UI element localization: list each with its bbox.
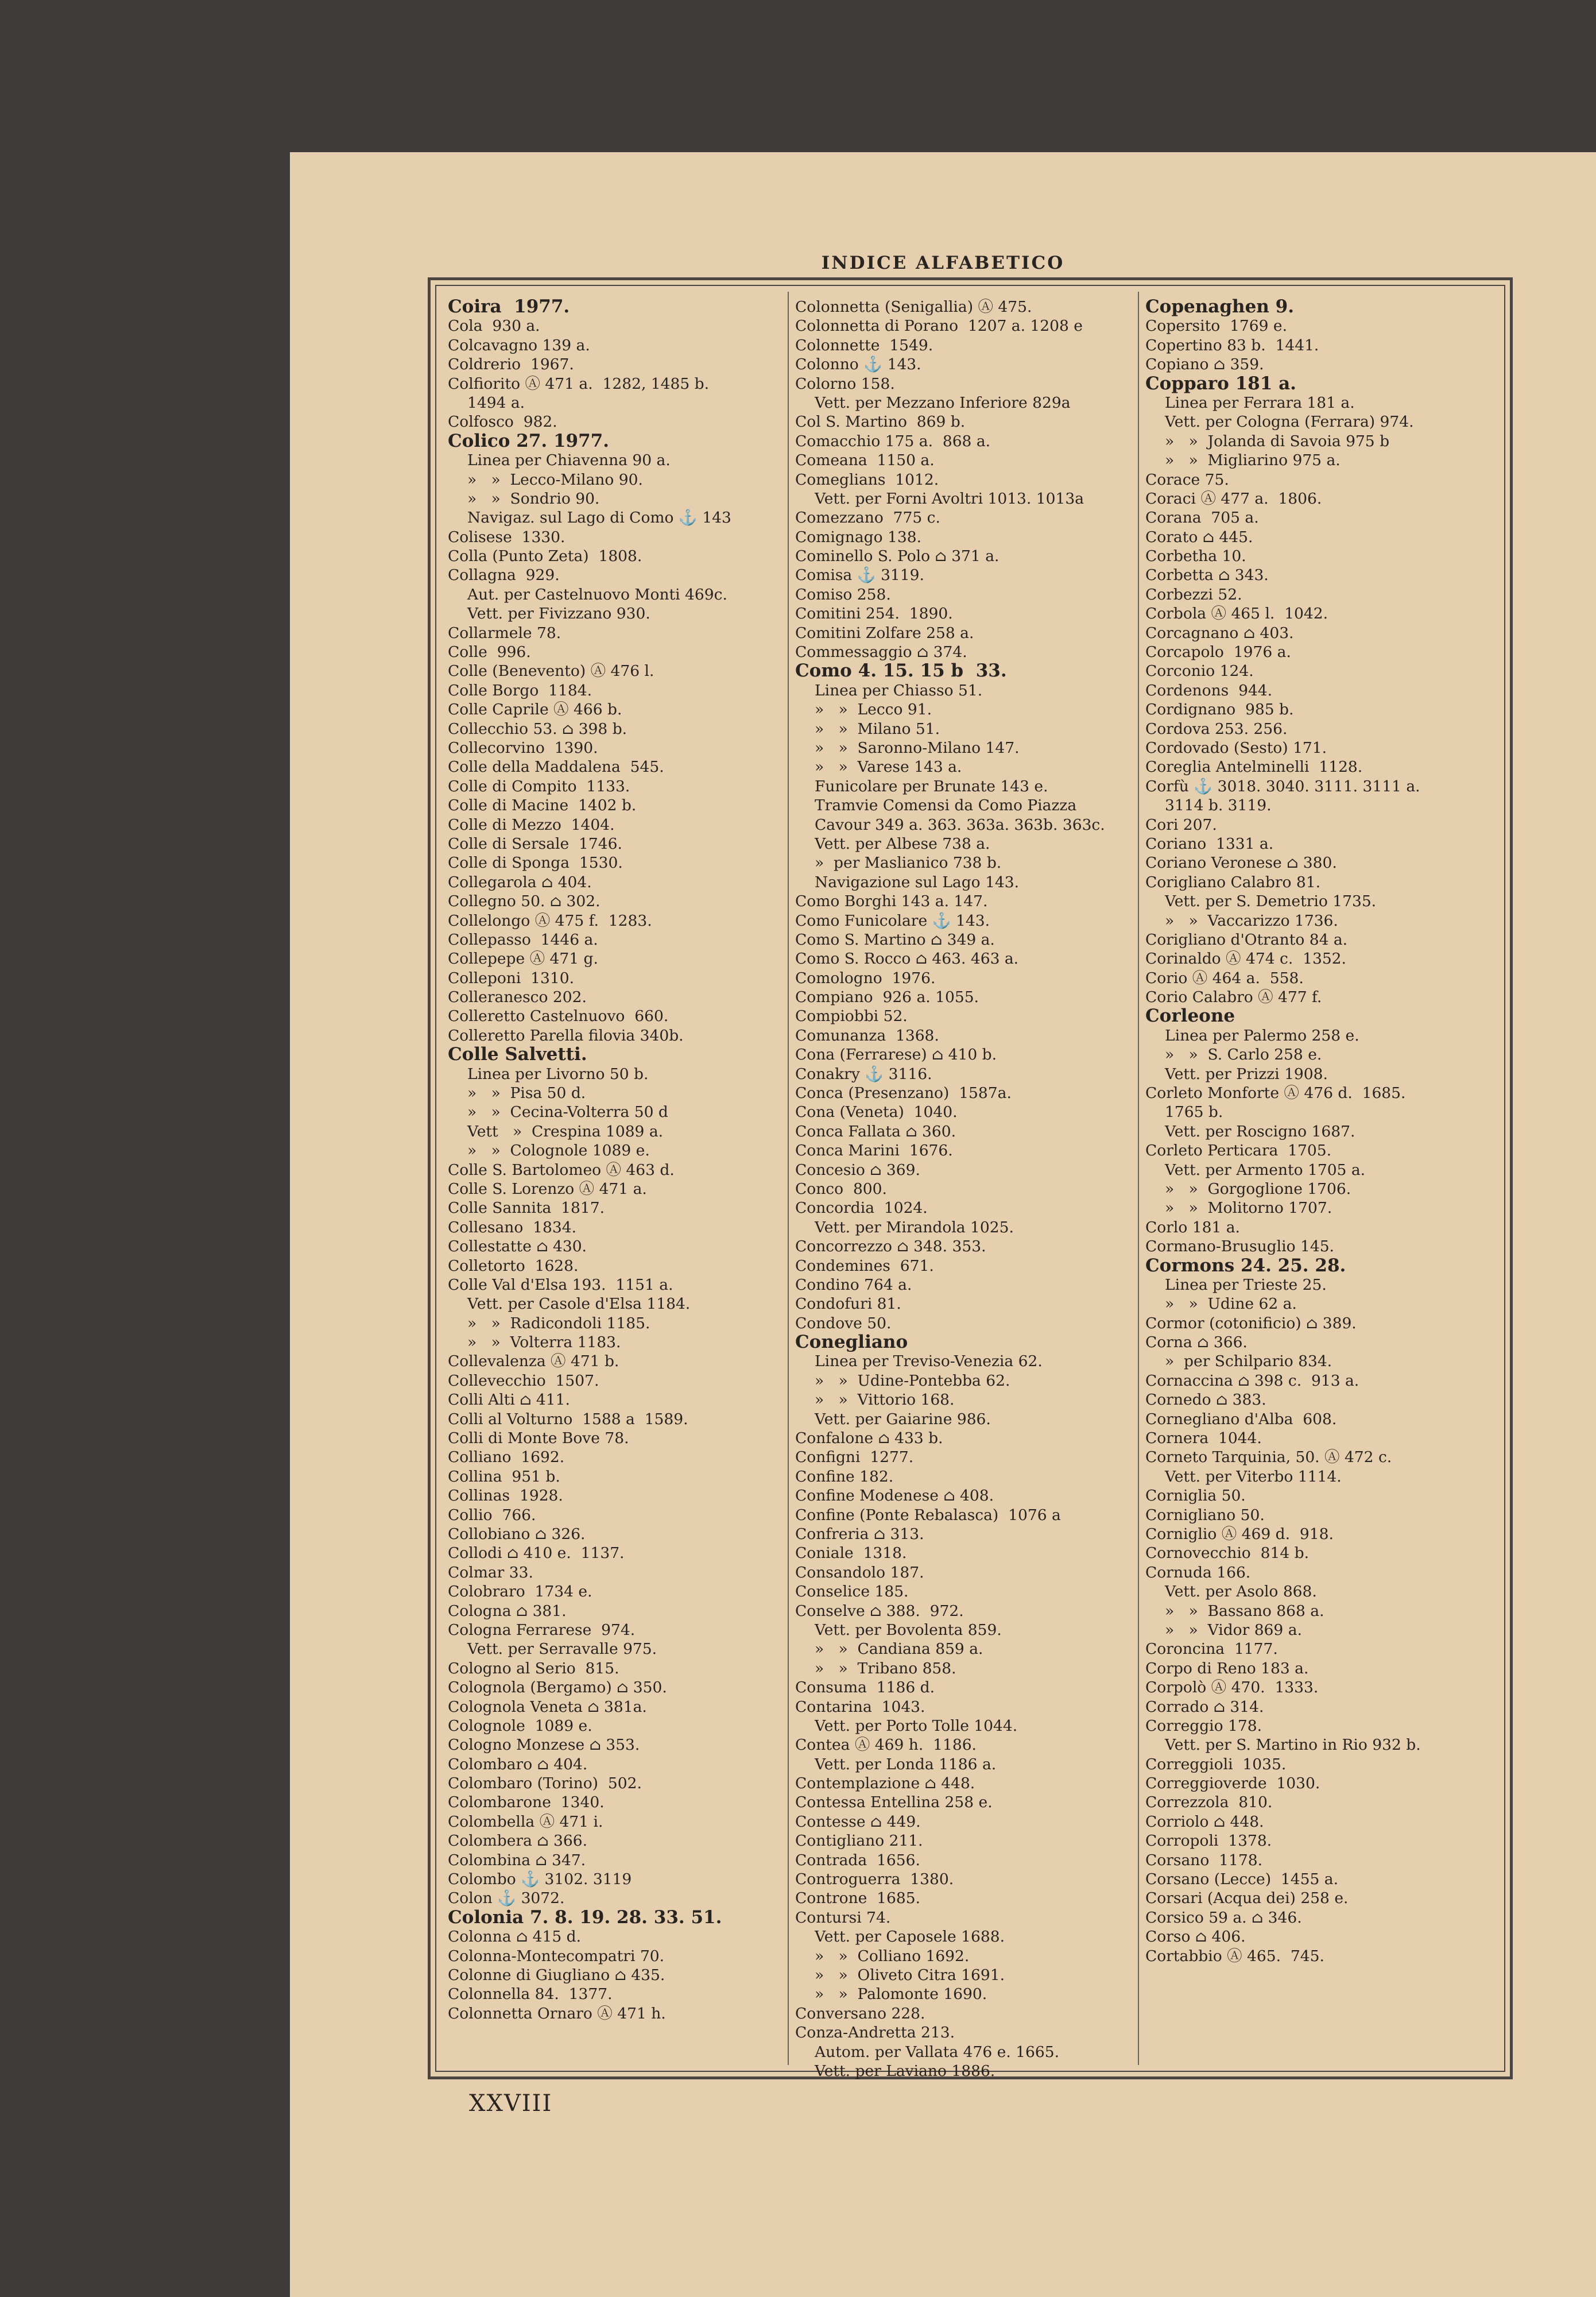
index-entry: Corfù ⚓ 3018. 3040. 3111. 3111 a. <box>1145 777 1420 795</box>
index-entry: Corsico 59 a. ⌂ 346. <box>1145 1908 1302 1927</box>
index-entry: Colle Borgo 1184. <box>448 681 592 699</box>
index-entry: Cori 207. <box>1145 815 1217 834</box>
index-entry: Corconio 124. <box>1145 662 1254 680</box>
index-entry: Como Funicolare ⚓ 143. <box>795 911 990 930</box>
index-entry: Collodi ⌂ 410 e. 1137. <box>448 1544 625 1563</box>
index-entry: Correggioverde 1030. <box>1145 1774 1320 1793</box>
index-entry: Colonnella 84. 1377. <box>448 1985 613 2004</box>
index-entry: Linea per Livorno 50 b. <box>467 1065 649 1083</box>
index-entry: Colisese 1330. <box>448 528 565 546</box>
index-entry: Colombina ⌂ 347. <box>448 1851 586 1869</box>
index-entry: Concesio ⌂ 369. <box>795 1161 920 1179</box>
index-entry: Cologno Monzese ⌂ 353. <box>448 1736 640 1754</box>
index-entry: Comologno 1976. <box>795 969 936 987</box>
index-entry: Vett. per Gaiarine 986. <box>815 1410 991 1428</box>
page-header: INDICE ALFABETICO <box>821 253 1065 273</box>
index-entry: Corpolò Ⓐ 470. 1333. <box>1145 1679 1319 1697</box>
index-entry: Controguerra 1380. <box>795 1870 954 1889</box>
index-entry: » » Vidor 869 a. <box>1165 1621 1302 1639</box>
index-entry: Contemplazione ⌂ 448. <box>795 1774 975 1793</box>
index-entry: » » Palomonte 1690. <box>815 1985 987 2004</box>
index-entry: Correzzola 810. <box>1145 1793 1273 1812</box>
index-entry: Comisa ⚓ 3119. <box>795 566 924 585</box>
index-entry: Colli al Volturno 1588 a 1589. <box>448 1410 688 1428</box>
index-entry: Colfosco 982. <box>448 413 557 431</box>
index-entry: Colognole 1089 e. <box>448 1716 592 1735</box>
index-entry: Correggioli 1035. <box>1145 1755 1287 1773</box>
index-entry: Como S. Rocco ⌂ 463. 463 a. <box>795 950 1019 968</box>
index-entry: Cornedo ⌂ 383. <box>1145 1391 1266 1409</box>
index-entry: Coroncina 1177. <box>1145 1640 1278 1658</box>
index-entry: Conco 800. <box>795 1180 887 1198</box>
index-entry: Corsari (Acqua dei) 258 e. <box>1145 1889 1349 1908</box>
index-entry: » » Bassano 868 a. <box>1165 1602 1324 1620</box>
index-entry: Vett. per Porto Tolle 1044. <box>815 1716 1018 1735</box>
index-entry: Cologna ⌂ 381. <box>448 1602 567 1620</box>
index-entry: » » S. Carlo 258 e. <box>1165 1046 1322 1064</box>
index-entry: Cola 930 a. <box>448 317 540 335</box>
index-entry: Collepasso 1446 a. <box>448 930 598 949</box>
index-entry: Colle S. Bartolomeo Ⓐ 463 d. <box>448 1161 675 1179</box>
index-entry: » per Maslianico 738 b. <box>815 854 1002 872</box>
index-entry: Linea per Chiavenna 90 a. <box>467 451 671 470</box>
index-entry: Consandolo 187. <box>795 1563 924 1581</box>
index-entry: Colle di Mezzo 1404. <box>448 815 615 834</box>
index-entry: Collegno 50. ⌂ 302. <box>448 892 601 911</box>
index-entry: Collecchio 53. ⌂ 398 b. <box>448 720 627 738</box>
index-heading: Copparo 181 a. <box>1145 373 1296 394</box>
index-entry: Cornegliano d'Alba 608. <box>1145 1410 1337 1428</box>
index-entry: 1494 a. <box>467 393 525 412</box>
index-entry: Como Borghi 143 a. 147. <box>795 892 988 911</box>
index-heading: Como 4. 15. 15 b 33. <box>795 660 1007 682</box>
index-entry: Corniglio Ⓐ 469 d. 918. <box>1145 1525 1334 1543</box>
index-column-2 <box>795 297 1134 2080</box>
index-entry: Cavour 349 a. 363. 363a. 363b. 363c. <box>815 815 1105 834</box>
index-entry: Vett. per Asolo 868. <box>1165 1583 1317 1601</box>
index-entry: Confalone ⌂ 433 b. <box>795 1429 943 1448</box>
index-entry: Vett. per Forni Avoltri 1013. 1013a <box>815 489 1084 508</box>
index-entry: Comeana 1150 a. <box>795 451 935 470</box>
scanned-page <box>290 152 1596 2297</box>
index-entry: Confreria ⌂ 313. <box>795 1525 924 1543</box>
index-entry: Conca Fallata ⌂ 360. <box>795 1122 956 1140</box>
index-entry: Comezzano 775 c. <box>795 509 940 527</box>
index-entry: Colliano 1692. <box>448 1448 565 1467</box>
index-entry: Corbetha 10. <box>1145 547 1246 566</box>
index-entry: Colombo ⚓ 3102. 3119 <box>448 1870 632 1889</box>
index-entry: Collina 951 b. <box>448 1467 560 1486</box>
index-entry: » » Molitorno 1707. <box>1165 1199 1332 1217</box>
index-entry: » » Lecco-Milano 90. <box>467 470 643 489</box>
index-entry: Colleranesco 202. <box>448 988 587 1007</box>
index-entry: Cornera 1044. <box>1145 1429 1262 1448</box>
index-heading: Colle Salvetti. <box>448 1044 587 1065</box>
index-entry: Corana 705 a. <box>1145 509 1259 527</box>
index-entry: Navigaz. sul Lago di Como ⚓ 143 <box>467 509 731 527</box>
index-entry: Vett. per Casole d'Elsa 1184. <box>467 1295 691 1313</box>
page-number: XXVIII <box>469 2090 553 2117</box>
index-entry: Contursi 74. <box>795 1908 891 1927</box>
index-heading: Colonia 7. 8. 19. 28. 33. 51. <box>448 1907 722 1928</box>
index-entry: Corio Calabro Ⓐ 477 f. <box>1145 988 1322 1007</box>
index-heading: Coira 1977. <box>448 296 570 317</box>
index-entry: Contigliano 211. <box>795 1832 923 1850</box>
index-entry: Colmar 33. <box>448 1563 533 1581</box>
index-entry: Collagna 929. <box>448 566 560 585</box>
index-entry: Corleto Perticara 1705. <box>1145 1142 1332 1160</box>
index-entry: Corpo di Reno 183 a. <box>1145 1659 1309 1677</box>
index-entry: » » Tribano 858. <box>815 1659 956 1677</box>
index-entry: Cornigliano 50. <box>1145 1506 1265 1524</box>
index-entry: Colle di Sponga 1530. <box>448 854 623 872</box>
index-column-1 <box>448 297 784 2065</box>
index-entry: Navigazione sul Lago 143. <box>815 873 1020 891</box>
index-entry: Comiso 258. <box>795 585 891 604</box>
index-entry: Vett. per Roscigno 1687. <box>1165 1122 1355 1140</box>
index-entry: Configni 1277. <box>795 1448 914 1467</box>
index-entry: Vett. per Cologna (Ferrara) 974. <box>1165 413 1414 431</box>
index-entry: Colle Val d'Elsa 193. 1151 a. <box>448 1275 673 1294</box>
index-entry: Corna ⌂ 366. <box>1145 1333 1248 1352</box>
index-entry: Corace 75. <box>1145 470 1229 489</box>
index-entry: » » Vaccarizzo 1736. <box>1165 911 1338 930</box>
index-entry: Colli Alti ⌂ 411. <box>448 1391 570 1409</box>
index-entry: 1765 b. <box>1165 1103 1223 1122</box>
index-entry: Conza-Andretta 213. <box>795 2024 955 2042</box>
index-entry: Collecorvino 1390. <box>448 738 598 757</box>
index-entry: Coriano Veronese ⌂ 380. <box>1145 854 1337 872</box>
index-entry: Contessa Entellina 258 e. <box>795 1793 993 1812</box>
index-entry: » » Colognole 1089 e. <box>467 1142 650 1160</box>
index-entry: Comacchio 175 a. 868 a. <box>795 432 991 450</box>
index-entry: Como S. Martino ⌂ 349 a. <box>795 930 995 949</box>
index-entry: Vett. per Fivizzano 930. <box>467 605 650 623</box>
index-entry: Corato ⌂ 445. <box>1145 528 1253 546</box>
index-entry: Compiobbi 52. <box>795 1007 908 1026</box>
index-entry: Colleretto Castelnuovo 660. <box>448 1007 669 1026</box>
index-entry: Comitini Zolfare 258 a. <box>795 624 974 642</box>
index-entry: Cona (Veneta) 1040. <box>795 1103 958 1122</box>
index-entry: Collinas 1928. <box>448 1487 563 1505</box>
index-entry: Vett. per Mezzano Inferiore 829a <box>815 393 1071 412</box>
index-entry: Colle 996. <box>448 643 531 662</box>
index-entry: Colonna-Montecompatri 70. <box>448 1947 665 1965</box>
index-entry: » » Udine 62 a. <box>1165 1295 1297 1313</box>
index-entry: Colli di Monte Bove 78. <box>448 1429 629 1448</box>
index-entry: Colle di Macine 1402 b. <box>448 796 637 815</box>
index-entry: Linea per Chiasso 51. <box>815 681 983 699</box>
index-entry: Corinaldo Ⓐ 474 c. 1352. <box>1145 950 1346 968</box>
index-entry: Vett. per S. Martino in Rio 932 b. <box>1165 1736 1421 1754</box>
index-entry: Collevalenza Ⓐ 471 b. <box>448 1352 619 1371</box>
index-entry: Cortabbio Ⓐ 465. 745. <box>1145 1947 1324 1965</box>
index-entry: Colonne di Giugliano ⌂ 435. <box>448 1966 665 1984</box>
index-entry: Confine 182. <box>795 1467 894 1486</box>
index-entry: Collestatte ⌂ 430. <box>448 1238 587 1256</box>
index-entry: Cordovado (Sesto) 171. <box>1145 738 1327 757</box>
index-entry: Collevecchio 1507. <box>448 1371 599 1390</box>
index-entry: Cornovecchio 814 b. <box>1145 1544 1309 1563</box>
index-entry: Vett. per Albese 738 a. <box>815 834 990 853</box>
index-entry: Autom. per Vallata 476 e. 1665. <box>815 2043 1060 2061</box>
index-entry: Compiano 926 a. 1055. <box>795 988 979 1007</box>
index-entry: Colle Caprile Ⓐ 466 b. <box>448 701 622 719</box>
index-entry: Colombera ⌂ 366. <box>448 1832 587 1850</box>
index-entry: » » Lecco 91. <box>815 701 932 719</box>
index-entry: Corbetta ⌂ 343. <box>1145 566 1269 585</box>
index-entry: Colon ⚓ 3072. <box>448 1889 565 1908</box>
index-entry: Condino 764 a. <box>795 1275 912 1294</box>
index-entry: Confine (Ponte Rebalasca) 1076 a <box>795 1506 1061 1524</box>
index-entry: Colonna ⌂ 415 d. <box>448 1928 582 1946</box>
index-heading: Copenaghen 9. <box>1145 296 1295 317</box>
index-heading: Cormons 24. 25. 28. <box>1145 1255 1346 1276</box>
index-entry: Corcapolo 1976 a. <box>1145 643 1291 662</box>
index-entry: Colfiorito Ⓐ 471 a. 1282, 1485 b. <box>448 374 710 393</box>
index-entry: Contea Ⓐ 469 h. 1186. <box>795 1736 977 1754</box>
index-entry: Cordova 253. 256. <box>1145 720 1288 738</box>
index-entry: Colleretto Parella filovia 340b. <box>448 1026 684 1045</box>
index-entry: Vett. per Viterbo 1114. <box>1165 1467 1342 1486</box>
index-entry: » » Varese 143 a. <box>815 758 962 776</box>
index-entry: » » Colliano 1692. <box>815 1947 970 1965</box>
index-entry: » » Saronno-Milano 147. <box>815 738 1020 757</box>
index-entry: » » Vittorio 168. <box>815 1391 955 1409</box>
index-entry: » » Sondrio 90. <box>467 489 600 508</box>
index-entry: Corropoli 1378. <box>1145 1832 1272 1850</box>
index-entry: Corneto Tarquinia, 50. Ⓐ 472 c. <box>1145 1448 1392 1467</box>
index-entry: Cordenons 944. <box>1145 681 1273 699</box>
index-entry: Contarina 1043. <box>795 1697 925 1716</box>
index-entry: Linea per Trieste 25. <box>1165 1275 1327 1294</box>
index-entry: Corbola Ⓐ 465 l. 1042. <box>1145 605 1328 623</box>
index-entry: Corniglia 50. <box>1145 1487 1246 1505</box>
index-entry: Corleto Monforte Ⓐ 476 d. 1685. <box>1145 1084 1406 1103</box>
index-entry: Concorrezzo ⌂ 348. 353. <box>795 1238 986 1256</box>
index-entry: Vett. per S. Demetrio 1735. <box>1165 892 1377 911</box>
index-entry: Tramvie Comensi da Como Piazza <box>815 796 1077 815</box>
index-entry: Condemines 671. <box>795 1256 934 1275</box>
index-entry: » » Oliveto Citra 1691. <box>815 1966 1005 1984</box>
index-entry: » » Migliarino 975 a. <box>1165 451 1341 470</box>
index-entry: Coriano 1331 a. <box>1145 834 1274 853</box>
index-entry: Collelongo Ⓐ 475 f. 1283. <box>448 911 652 930</box>
index-entry: Vett. per Caposele 1688. <box>815 1928 1005 1946</box>
index-entry: Collesano 1834. <box>448 1218 576 1236</box>
index-entry: Comignago 138. <box>795 528 922 546</box>
index-entry: Conakry ⚓ 3116. <box>795 1065 932 1083</box>
index-entry: Vett. per Laviano 1886. <box>815 2062 995 2080</box>
index-frame-inner <box>435 285 1505 2080</box>
index-entry: Collepepe Ⓐ 471 g. <box>448 950 598 968</box>
index-entry: Cornuda 166. <box>1145 1563 1251 1581</box>
index-entry: Colle della Maddalena 545. <box>448 758 664 776</box>
index-entry: Conversano 228. <box>795 2004 925 2023</box>
index-entry: Funicolare per Brunate 143 e. <box>815 777 1048 795</box>
index-entry: Colorno 158. <box>795 374 895 393</box>
index-entry: Conselice 185. <box>795 1583 909 1601</box>
index-entry: Cologno al Serio 815. <box>448 1659 619 1677</box>
index-entry: Collarmele 78. <box>448 624 561 642</box>
index-frame <box>428 277 1513 2079</box>
index-entry: Coniale 1318. <box>795 1544 907 1563</box>
index-entry: Vett. per Prizzi 1908. <box>1165 1065 1328 1083</box>
index-entry: » » Radicondoli 1185. <box>467 1314 650 1332</box>
index-entry: » » Cecina-Volterra 50 d <box>467 1103 668 1122</box>
index-entry: Cona (Ferrarese) ⌂ 410 b. <box>795 1046 997 1064</box>
index-entry: Comitini 254. 1890. <box>795 605 953 623</box>
index-entry: Colonnette 1549. <box>795 336 933 354</box>
index-entry: Condofuri 81. <box>795 1295 901 1313</box>
index-entry: Concordia 1024. <box>795 1199 928 1217</box>
index-entry: Conca (Presenzano) 1587a. <box>795 1084 1012 1103</box>
index-entry: Consuma 1186 d. <box>795 1679 935 1697</box>
index-entry: Col S. Martino 869 b. <box>795 413 966 431</box>
index-entry: Corlo 181 a. <box>1145 1218 1240 1236</box>
index-entry: Confine Modenese ⌂ 408. <box>795 1487 994 1505</box>
index-entry: Colonnetta Ornaro Ⓐ 471 h. <box>448 2004 666 2023</box>
index-entry: Commessaggio ⌂ 374. <box>795 643 967 662</box>
index-entry: Contesse ⌂ 449. <box>795 1812 921 1831</box>
index-entry: Vett. per Bovolenta 859. <box>815 1621 1002 1639</box>
index-entry: Aut. per Castelnuovo Monti 469c. <box>467 585 727 604</box>
index-entry: Coraci Ⓐ 477 a. 1806. <box>1145 489 1322 508</box>
index-entry: Correggio 178. <box>1145 1716 1262 1735</box>
index-entry: Vett. per Armento 1705 a. <box>1165 1161 1366 1179</box>
index-entry: Cordignano 985 b. <box>1145 701 1294 719</box>
index-entry: Colle di Compito 1133. <box>448 777 630 795</box>
index-entry: Colombaro (Torino) 502. <box>448 1774 642 1793</box>
index-entry: Colobraro 1734 e. <box>448 1583 592 1601</box>
column-divider <box>1138 292 1139 2065</box>
index-entry: Vett » Crespina 1089 a. <box>467 1122 664 1140</box>
index-entry: Conselve ⌂ 388. 972. <box>795 1602 964 1620</box>
index-entry: Comunanza 1368. <box>795 1026 939 1045</box>
index-entry: » » Gorgoglione 1706. <box>1165 1180 1351 1198</box>
index-heading: Colico 27. 1977. <box>448 430 610 451</box>
index-entry: Colle S. Lorenzo Ⓐ 471 a. <box>448 1180 647 1198</box>
index-entry: » » Milano 51. <box>815 720 940 738</box>
index-entry: Corigliano Calabro 81. <box>1145 873 1321 891</box>
index-entry: Corcagnano ⌂ 403. <box>1145 624 1294 642</box>
index-entry: Colombaro ⌂ 404. <box>448 1755 588 1773</box>
index-entry: Cornaccina ⌂ 398 c. 913 a. <box>1145 1371 1359 1390</box>
index-entry: 3114 b. 3119. <box>1165 796 1272 815</box>
index-entry: Condove 50. <box>795 1314 892 1332</box>
index-entry: Vett. per Serravalle 975. <box>467 1640 657 1658</box>
index-entry: Colonnetta di Porano 1207 a. 1208 e <box>795 317 1083 335</box>
index-entry: Corrado ⌂ 314. <box>1145 1697 1264 1716</box>
index-entry: Colombarone 1340. <box>448 1793 605 1812</box>
index-entry: Corbezzi 52. <box>1145 585 1242 604</box>
index-entry: Colle Sannita 1817. <box>448 1199 605 1217</box>
index-heading: Conegliano <box>795 1332 908 1353</box>
index-entry: Collegarola ⌂ 404. <box>448 873 592 891</box>
index-entry: Colognola (Bergamo) ⌂ 350. <box>448 1679 667 1697</box>
index-entry: Cologna Ferrarese 974. <box>448 1621 636 1639</box>
index-entry: » » Udine-Pontebba 62. <box>815 1371 1010 1390</box>
index-entry: Corsano 1178. <box>1145 1851 1263 1869</box>
index-entry: » » Volterra 1183. <box>467 1333 621 1352</box>
index-entry: Collio 766. <box>448 1506 536 1524</box>
index-column-3 <box>1145 297 1490 2065</box>
index-entry: Corio Ⓐ 464 a. 558. <box>1145 969 1304 987</box>
index-entry: Colonnetta (Senigallia) Ⓐ 475. <box>795 298 1032 316</box>
index-entry: Corso ⌂ 406. <box>1145 1928 1246 1946</box>
index-entry: Linea per Ferrara 181 a. <box>1165 393 1355 412</box>
index-entry: Corigliano d'Otranto 84 a. <box>1145 930 1348 949</box>
index-entry: Coldrerio 1967. <box>448 355 574 374</box>
index-entry: Copersito 1769 e. <box>1145 317 1288 335</box>
index-entry: Linea per Treviso-Venezia 62. <box>815 1352 1043 1371</box>
index-entry: Colognola Veneta ⌂ 381a. <box>448 1697 647 1716</box>
index-entry: Copiano ⌂ 359. <box>1145 355 1264 374</box>
index-entry: Vett. per Londa 1186 a. <box>815 1755 997 1773</box>
index-entry: Linea per Palermo 258 e. <box>1165 1026 1359 1045</box>
index-entry: Corriolo ⌂ 448. <box>1145 1812 1264 1831</box>
index-entry: Colle (Benevento) Ⓐ 476 l. <box>448 662 654 680</box>
index-entry: Corsano (Lecce) 1455 a. <box>1145 1870 1338 1889</box>
index-entry: » » Candiana 859 a. <box>815 1640 983 1658</box>
index-entry: Conca Marini 1676. <box>795 1142 953 1160</box>
index-entry: Colombella Ⓐ 471 i. <box>448 1812 603 1831</box>
index-entry: Colle di Sersale 1746. <box>448 834 622 853</box>
index-entry: Colonno ⚓ 143. <box>795 355 921 374</box>
index-entry: Collobiano ⌂ 326. <box>448 1525 586 1543</box>
index-entry: Colla (Punto Zeta) 1808. <box>448 547 642 566</box>
index-entry: Controne 1685. <box>795 1889 921 1908</box>
index-entry: Cormano-Brusuglio 145. <box>1145 1238 1334 1256</box>
index-entry: » » Pisa 50 d. <box>467 1084 586 1103</box>
index-entry: Contrada 1656. <box>795 1851 920 1869</box>
index-entry: Cominello S. Polo ⌂ 371 a. <box>795 547 1000 566</box>
index-entry: Colletorto 1628. <box>448 1256 579 1275</box>
index-entry: » » Jolanda di Savoia 975 b <box>1165 432 1390 450</box>
index-entry: Cormor (cotonificio) ⌂ 389. <box>1145 1314 1357 1332</box>
index-entry: » per Schilpario 834. <box>1165 1352 1332 1371</box>
index-entry: Colcavagno 139 a. <box>448 336 590 354</box>
index-entry: Vett. per Mirandola 1025. <box>815 1218 1014 1236</box>
column-divider <box>788 292 789 2065</box>
index-entry: Copertino 83 b. 1441. <box>1145 336 1319 354</box>
index-entry: Colleponi 1310. <box>448 969 575 987</box>
index-entry: Coreglia Antelminelli 1128. <box>1145 758 1363 776</box>
index-entry: Comeglians 1012. <box>795 470 939 489</box>
index-heading: Corleone <box>1145 1006 1235 1027</box>
